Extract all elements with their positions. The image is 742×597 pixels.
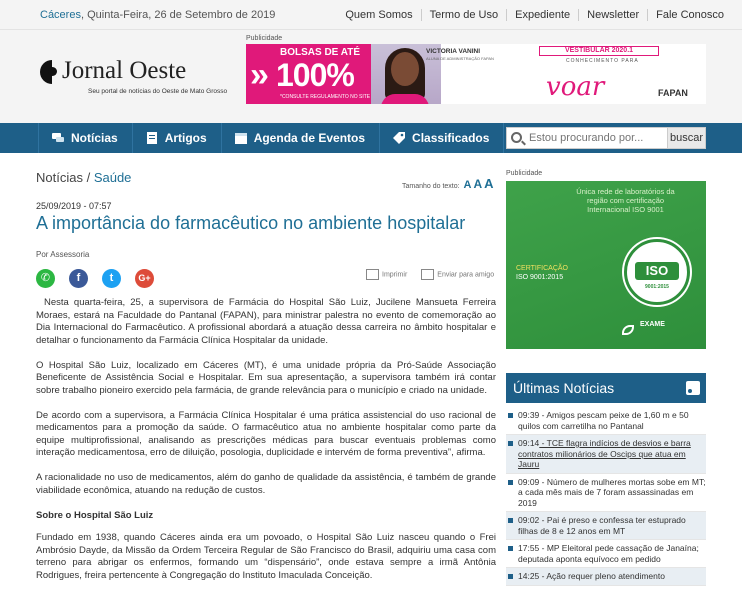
news-text: - Número de mulheres mortas sobe em MT; a cada mês mais de 7 foram assassinadas em 2019 — [518, 476, 706, 508]
banner-fine-print: *CONSULTE REGULAMENTO NO SITE — [280, 94, 371, 100]
article — [36, 170, 496, 595]
share-bar — [36, 267, 496, 289]
tag-icon — [392, 131, 406, 145]
news-item[interactable] — [506, 512, 706, 540]
news-time: 09:14 — [518, 438, 540, 448]
calendar-icon — [234, 131, 248, 145]
news-item[interactable] — [506, 407, 706, 435]
date-line — [40, 9, 275, 21]
main-nav — [0, 123, 742, 153]
news-text: - TCE flagra indícios de desvios e barra contratos milionários de Oscips que atua em Jauru — [518, 438, 691, 469]
article-date: 25/09/2019 - 07:57 — [36, 201, 112, 211]
nav-noticias-label: Notícias — [71, 131, 118, 145]
twitter-icon[interactable]: t — [102, 269, 121, 288]
news-item[interactable] — [506, 435, 706, 474]
header-ad-label: Publicidade — [246, 35, 283, 42]
top-links — [337, 9, 732, 21]
sidebar-ad-label: Publicidade — [506, 170, 543, 177]
news-time: 09:02 — [518, 515, 540, 525]
nav-classificados[interactable] — [380, 123, 504, 153]
sidebar-ad-cert: CERTIFICAÇÃO — [516, 265, 568, 272]
article-paragraph: De acordo com a supervisora, a Farmácia Clínica Hospitalar é uma prática assistencial do uso racional de medicamentos para a promoção da saúde. O farmacêutico atua no ambiente hospitalar como parte da equipe multiprofissional, analisando as prescrições médicas para buscar eventuais problemas como interação medicamentosa, erro de diluição, posologia, duplicidade e intervém de forma preventiva”, afirma. — [36, 409, 496, 458]
text-size-label: Tamanho do texto: — [402, 183, 460, 190]
banner-student-sub: ALUNA DE ADMINISTRAÇÃO FAPAN — [426, 56, 494, 61]
google-plus-icon[interactable]: G+ — [135, 269, 154, 288]
link-quem-somos[interactable]: Quem Somos — [345, 8, 413, 21]
news-time: 14:25 — [518, 571, 540, 581]
article-paragraph: O Hospital São Luiz, localizado em Cáceres (MT), é uma unidade própria da Pró-Saúde Associação Beneficente de Assistência Social e Hospitalar. Em sua apresentação, a supervisora também irá contar sobre trabalho pioneiro exercido pela farmácia, de grande relevância para o município e criado na unidade. — [36, 359, 496, 396]
link-termo-de-uso[interactable]: Termo de Uso — [421, 9, 506, 21]
logo-mark-icon — [40, 56, 58, 86]
news-time: 09:09 — [518, 476, 540, 487]
send-label: Enviar para amigo — [437, 271, 495, 279]
banner-percent: 100% — [276, 57, 354, 93]
banner-promo-block — [246, 44, 371, 104]
banner-student-name: VICTORIA VANINI — [426, 48, 481, 55]
article-paragraph: A racionalidade no uso de medicamentos, além do ganho de qualidade da assistência, é também de grande viabilidade econômica, atuando na redução de custos. — [36, 472, 496, 496]
link-expediente[interactable]: Expediente — [506, 9, 578, 21]
envelope-icon — [421, 269, 434, 280]
print-button[interactable] — [366, 269, 407, 280]
whatsapp-icon[interactable]: ✆ — [36, 269, 55, 288]
news-time: 17:55 — [518, 543, 540, 553]
sidebar-ad-text: Única rede de laboratórios da região com certificação Internacional ISO 9001 — [576, 187, 675, 214]
latest-news — [506, 373, 706, 586]
banner-fapan-logo: FAPAN — [658, 88, 688, 98]
header-ad-banner[interactable] — [246, 44, 706, 104]
document-icon — [145, 131, 159, 145]
city-link[interactable]: Cáceres — [40, 8, 81, 21]
top-bar — [0, 0, 742, 30]
nav-agenda[interactable] — [222, 123, 380, 153]
article-tools — [366, 269, 494, 280]
sidebar-ad-brand: EXAME — [640, 321, 665, 328]
news-text: - Amigos pescam peixe de 1,60 m e 50 quilos com carretilha no Pantanal — [518, 410, 689, 431]
breadcrumb-separator: / — [82, 170, 94, 185]
text-size-medium[interactable]: A — [473, 177, 483, 191]
text-size-small[interactable]: A — [463, 179, 472, 191]
nav-artigos-label: Artigos — [164, 131, 207, 145]
banner-bolsas: BOLSAS DE ATÉ — [280, 47, 361, 58]
site-header — [0, 30, 742, 123]
news-text: - Pai é preso e confessa ter estuprado filhas de 8 e 12 anos em MT — [518, 515, 686, 536]
article-paragraph: Fundado em 1938, quando Cáceres ainda era um povoado, o Hospital São Luiz nasceu quando o Frei Ambrósio Dayde, da Missão da Ordem Terceira Regular de São Francisco do Brasil, adquiriu uma casa com terreno para abrigar os enfermos, formando um “dispensário”, onde estava sempre a irmã Antônia Rodrigues, freira pertencente à Congregação do Instituto Imaculada Conceição. — [36, 532, 496, 581]
send-to-friend-button[interactable] — [421, 269, 494, 280]
news-text: - MP Eleitoral pede cassação de Janaína; deputada aponta equívoco em pedido — [518, 543, 699, 564]
news-text: - Ação requer pleno atendimento — [539, 571, 665, 581]
logo-tagline: Seu portal de notícias do Oeste de Mato Grosso — [88, 88, 228, 95]
site-logo[interactable] — [40, 56, 186, 86]
link-fale-conosco[interactable]: Fale Conosco — [647, 9, 732, 21]
nav-agenda-label: Agenda de Eventos — [253, 131, 366, 145]
search-icon — [511, 132, 522, 143]
article-title: A importância do farmacêutico no ambiente hospitalar — [36, 213, 466, 233]
link-newsletter[interactable]: Newsletter — [578, 9, 647, 21]
banner-conhecimento: CONHECIMENTO PARA — [566, 58, 639, 64]
iso-seal-text: ISO — [635, 262, 679, 280]
news-item[interactable] — [506, 474, 706, 513]
article-body — [36, 297, 496, 582]
news-time: 09:39 — [518, 410, 540, 420]
text-size-control — [402, 176, 494, 191]
chat-bubbles-icon — [51, 131, 65, 145]
iso-seal-icon — [624, 239, 690, 305]
nav-artigos[interactable] — [133, 123, 222, 153]
banner-voar: voar — [546, 72, 605, 102]
leaf-logo-icon — [622, 325, 634, 335]
iso-seal-standard: 9001:2015 — [645, 284, 669, 290]
banner-vestibular: VESTIBULAR 2020.1 — [539, 46, 659, 56]
sidebar-ad-cert-standard: ISO 9001:2015 — [516, 274, 564, 281]
current-date: , Quinta-Feira, 26 de Setembro de 2019 — [80, 8, 276, 21]
article-subheading: Sobre o Hospital São Luiz — [36, 509, 154, 521]
breadcrumb-section[interactable]: Saúde — [93, 170, 132, 185]
article-author: Por Assessoria — [36, 250, 90, 259]
print-label: Imprimir — [382, 271, 408, 279]
news-item[interactable] — [506, 568, 706, 586]
sidebar-ad-banner[interactable] — [506, 181, 706, 349]
chevron-right-icon: » — [250, 56, 269, 94]
latest-news-title: Últimas Notícias — [513, 380, 615, 396]
breadcrumb-root[interactable]: Notícias — [36, 170, 83, 185]
printer-icon — [366, 269, 379, 280]
sidebar — [506, 170, 706, 586]
nav-classificados-label: Classificados — [412, 131, 490, 145]
search-button[interactable]: buscar — [668, 127, 706, 149]
news-item[interactable] — [506, 540, 706, 568]
rss-icon[interactable] — [686, 381, 700, 395]
latest-news-header — [506, 373, 706, 403]
article-paragraph: Nesta quarta-feira, 25, a supervisora de Farmácia do Hospital São Luiz, Jucilene Mansueta Ferreira Moraes, estará na Faculdade do Pantanal (FAPAN), para ministrar palestra no evento de comemoração ao Dia Internacional do Farmacêutico. A profissional abordará a atuação dessa carreira no âmbito hospitalar e detalhar o funcionamento da Farmácia Clínica Hospitalar da unidade. — [36, 297, 496, 346]
nav-noticias[interactable] — [38, 123, 133, 153]
text-size-large[interactable]: A — [484, 176, 494, 191]
facebook-icon[interactable]: f — [69, 269, 88, 288]
search-box — [506, 127, 706, 149]
latest-news-list — [506, 407, 706, 586]
search-input[interactable] — [506, 127, 668, 149]
logo-text: Jornal Oeste — [62, 57, 187, 84]
